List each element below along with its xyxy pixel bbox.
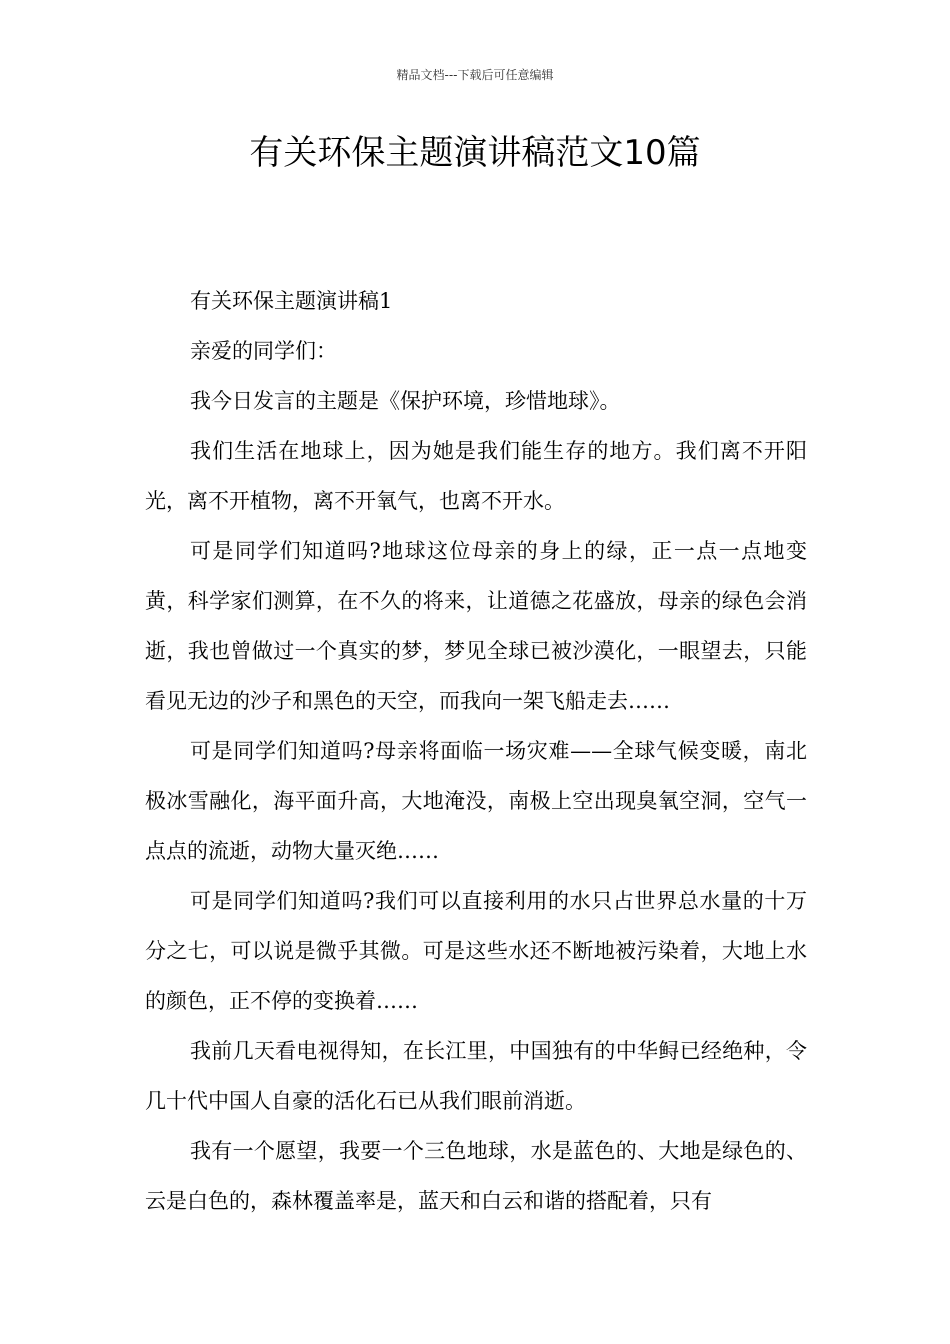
paragraph: 可是同学们知道吗?地球这位母亲的身上的绿，正一点一点地变黄，科学家们测算，在不久的将来，让道德之花盛放，母亲的绿色会消逝，我也曾做过一个真实的梦，梦见全球已被沙漠化，一眼望去，只能看见无边的沙子和黑色的天空，而我向一架飞船走去……	[145, 539, 807, 713]
paragraph: 我今日发言的主题是《保护环境，珍惜地球》。	[190, 389, 621, 413]
document-body	[145, 276, 807, 1226]
paragraph: 可是同学们知道吗?母亲将面临一场灾难——全球气候变暖，南北极冰雪融化，海平面升高，大地淹没，南极上空出现臭氧空洞，空气一点点的流逝，动物大量灭绝……	[145, 739, 807, 863]
document-title: 有关环保主题演讲稿范文10篇	[249, 133, 701, 173]
header-note: 精品文档---下载后可任意编辑	[396, 68, 554, 82]
paragraph: 我前几天看电视得知，在长江里，中国独有的中华鲟已经绝种，令几十代中国人自豪的活化石已从我们眼前消逝。	[145, 1039, 807, 1113]
paragraph: 可是同学们知道吗?我们可以直接利用的水只占世界总水量的十万分之七，可以说是微乎其微。可是这些水还不断地被污染着，大地上水的颜色，正不停的变换着……	[145, 889, 807, 1013]
paragraph-salutation: 亲爱的同学们：	[190, 339, 337, 363]
paragraph: 我有一个愿望，我要一个三色地球，水是蓝色的、大地是绿色的、云是白色的，森林覆盖率是，蓝天和白云和谐的搭配着，只有	[145, 1139, 807, 1213]
paragraph-section-heading: 有关环保主题演讲稿1	[190, 289, 393, 313]
paragraph: 我们生活在地球上，因为她是我们能生存的地方。我们离不开阳光，离不开植物，离不开氧气，也离不开水。	[145, 439, 807, 513]
